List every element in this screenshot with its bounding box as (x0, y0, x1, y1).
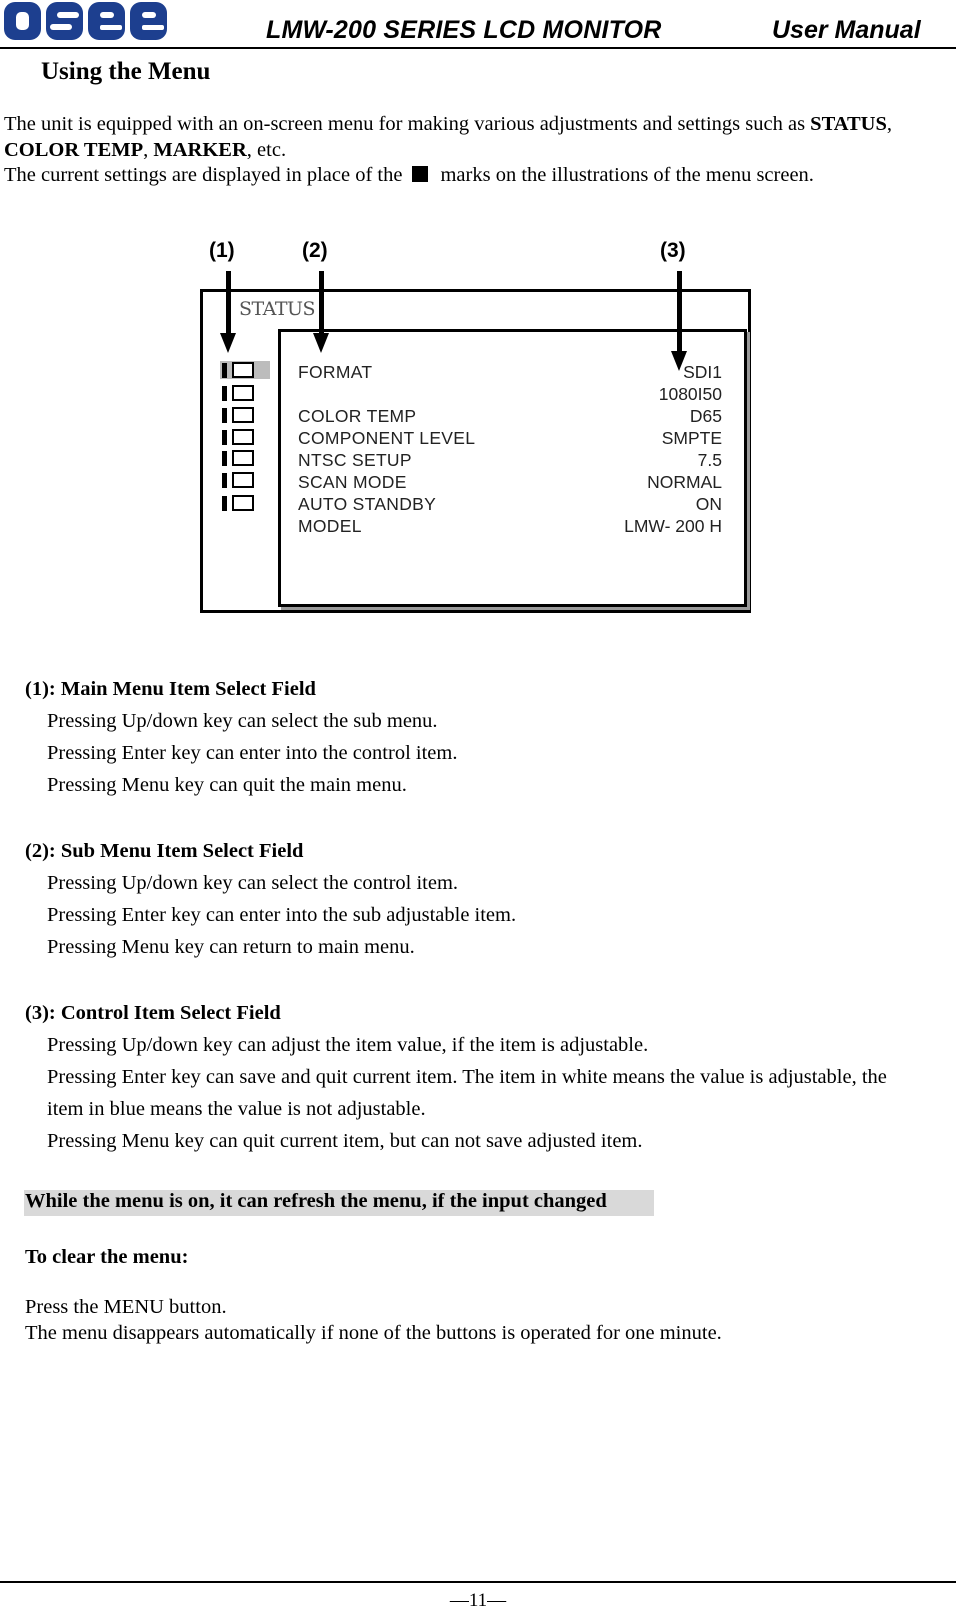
field-3-line: Pressing Up/down key can adjust the item value, if the item is adjustable. (47, 1034, 649, 1056)
field-3-line: Pressing Enter key can save and quit current item. The item in white means the value is adjustable, the (47, 1066, 887, 1088)
menu-value-auto-standby: ON (695, 494, 722, 514)
field-3-section (25, 997, 887, 1157)
menu-value-format: SDI1 (683, 362, 722, 382)
field-1-line: Pressing Menu key can quit the main menu. (47, 774, 407, 796)
field-1-line: Pressing Up/down key can select the sub menu. (47, 710, 438, 732)
document-title: LMW-200 SERIES LCD MONITOR (266, 16, 662, 44)
menu-item-component-level: COMPONENT LEVEL (298, 428, 476, 448)
intro-text: The unit is equipped with an on-screen menu for making various adjustments and settings such as (4, 113, 811, 135)
menu-value-scan-mode: NORMAL (647, 472, 722, 492)
menu-value-model: LMW- 200 H (624, 516, 722, 536)
system-icon (220, 471, 270, 489)
color-icon (220, 428, 270, 446)
field-3-line: item in blue means the value is not adjustable. (47, 1098, 426, 1120)
status-icon (220, 361, 270, 379)
clear-menu-title: To clear the menu: (25, 1246, 189, 1268)
setting-mark-icon (412, 166, 428, 182)
menu-item-model: MODEL (298, 516, 362, 536)
menu-value-component-level: SMPTE (661, 428, 722, 448)
field-1-section (25, 673, 457, 801)
menu-item-auto-standby: AUTO STANDBY (298, 494, 437, 514)
clear-menu-text (25, 1295, 722, 1346)
osee-logo (2, 0, 172, 42)
field-2-section (25, 835, 516, 963)
marker-icon (220, 384, 270, 402)
clear-line-2: The menu disappears automatically if none of the buttons is operated for one minute. (25, 1321, 722, 1344)
menu-item-color-temp: COLOR TEMP (298, 406, 417, 426)
screen-title: STATUS (239, 298, 316, 320)
field-3-line: Pressing Menu key can quit current item, but can not save adjusted item. (47, 1130, 643, 1152)
field-3-title: (3): Control Item Select Field (25, 1002, 281, 1024)
intro-comma: , (886, 113, 893, 135)
audio-icon (220, 449, 270, 467)
clear-line-1: Press the MENU button. (25, 1296, 227, 1318)
label-3: (3) (660, 239, 686, 262)
page-header (0, 0, 956, 50)
header-rule (0, 47, 956, 49)
label-1: (1) (209, 239, 235, 262)
field-2-title: (2): Sub Menu Item Select Field (25, 840, 304, 862)
menu-value-resolution: 1080I50 (658, 384, 722, 404)
intro-marker: MARKER (153, 138, 247, 161)
document-type: User Manual (772, 16, 921, 44)
intro-status: STATUS (810, 113, 887, 135)
field-1-line: Pressing Enter key can enter into the control item. (47, 742, 458, 764)
field-2-line: Pressing Menu key can return to main menu. (47, 936, 415, 958)
intro-color-temp: COLOR TEMP (4, 138, 144, 161)
page-number: —11— (449, 1590, 507, 1611)
highlight-note: While the menu is on, it can refresh the menu, if the input changed (25, 1190, 607, 1212)
field-1-title: (1): Main Menu Item Select Field (25, 678, 316, 700)
field-2-line: Pressing Enter key can enter into the sub adjustable item. (47, 904, 517, 926)
menu-item-format: FORMAT (298, 362, 373, 382)
intro-line2: The current settings are displayed in place of the (4, 164, 403, 186)
intro-comma: , (143, 138, 154, 161)
display-icon (220, 406, 270, 424)
section-title: Using the Menu (41, 58, 211, 85)
field-2-line: Pressing Up/down key can select the control item. (47, 872, 459, 894)
menu-item-ntsc-setup: NTSC SETUP (298, 450, 412, 470)
intro-etc: , etc. (246, 138, 287, 161)
label-2: (2) (302, 239, 328, 262)
intro-line2-end: marks on the illustrations of the menu screen. (440, 164, 814, 186)
exit-icon (220, 494, 270, 512)
intro-paragraph (4, 112, 954, 189)
menu-item-scan-mode: SCAN MODE (298, 472, 407, 492)
menu-value-color-temp: D65 (689, 406, 722, 426)
footer-rule (0, 1581, 956, 1583)
menu-value-ntsc-setup: 7.5 (697, 450, 722, 470)
osee-logo-graphic (2, 0, 172, 42)
